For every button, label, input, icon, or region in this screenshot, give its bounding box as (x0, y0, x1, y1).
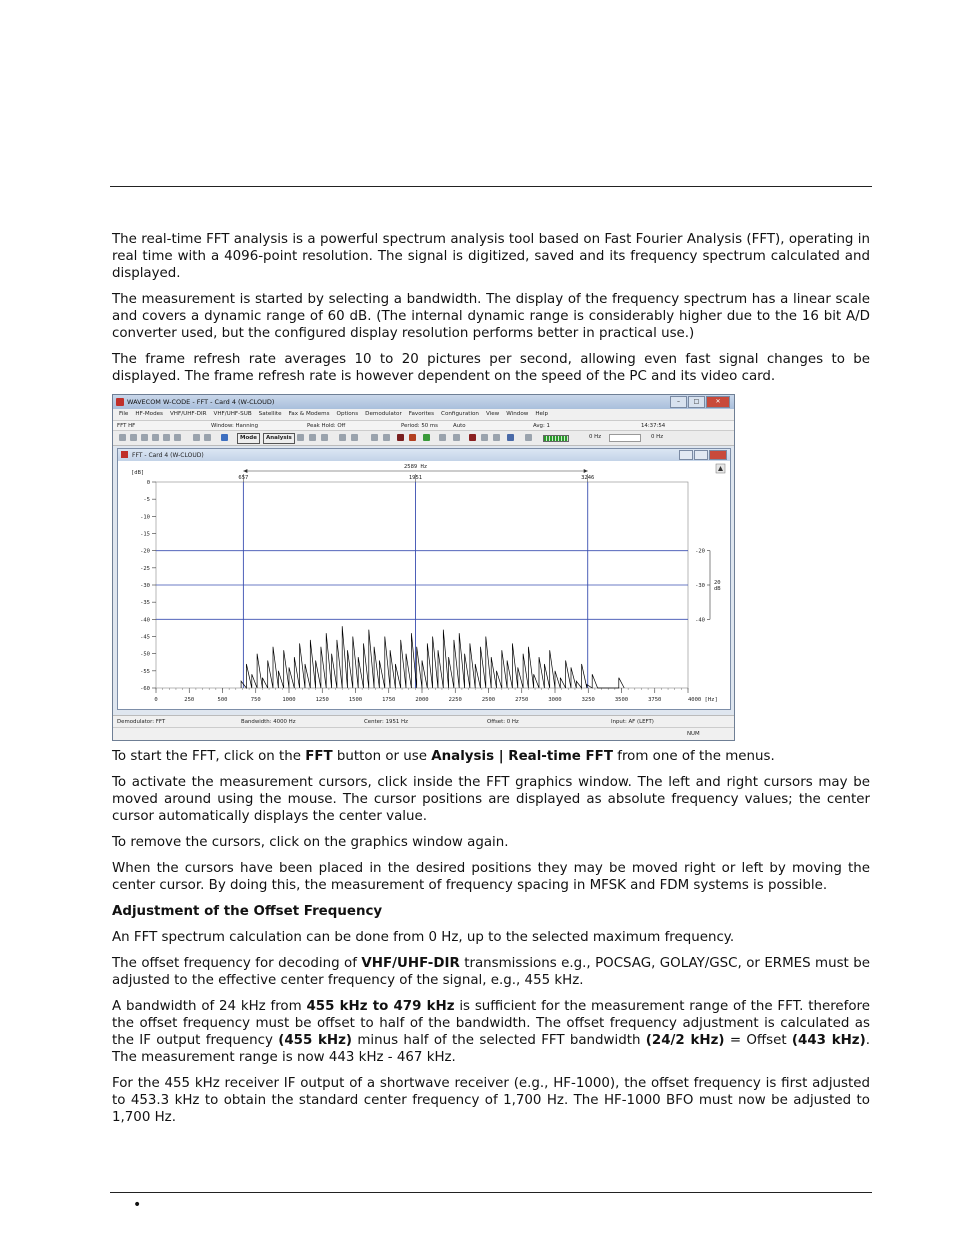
globe-icon[interactable] (507, 434, 514, 441)
menu-path-ref: Analysis | Real-time FFT (431, 749, 613, 764)
menu-hf-modes[interactable]: HF-Modes (135, 411, 163, 417)
x-tick-label: 500 (217, 697, 228, 703)
menu-file[interactable]: File (119, 411, 129, 417)
menu-options[interactable]: Options (336, 411, 359, 417)
bold-run: (455 kHz) (278, 1033, 353, 1048)
fft-window (117, 448, 731, 710)
status-bandwidth: Bandwidth: 4000 Hz (241, 719, 296, 725)
y-tick-label: -60 (140, 686, 150, 692)
x-tick-label: 3750 (648, 697, 662, 703)
y-tick-label: -45 (140, 634, 150, 641)
y-tick-label: -15 (140, 531, 150, 538)
header-rule (110, 186, 872, 187)
bold-run: (443 kHz) (791, 1033, 866, 1048)
footer-bullet: • (133, 1197, 142, 1213)
close-icon[interactable]: ✕ (706, 396, 730, 408)
bars-icon[interactable] (397, 434, 404, 441)
status-demodulator: Demodulator: FFT (117, 719, 166, 725)
status-period: Period: 50 ms (401, 423, 438, 429)
x-tick-label: 0 (154, 697, 158, 703)
status-peak: Peak Hold: Off (307, 423, 346, 429)
cursor-label: 1951 (408, 475, 423, 481)
fft-close-icon[interactable] (709, 450, 727, 460)
x-tick-label: 3250 (581, 697, 595, 703)
paragraph-spectrum-range: An FFT spectrum calculation can be done from 0 Hz, up to the selected maximum frequency. (112, 930, 735, 945)
play-icon[interactable] (339, 434, 346, 441)
app-title: WAVECOM W-CODE - FFT - Card 4 (W-CLOUD) (127, 398, 275, 406)
tune-arrow-icon[interactable] (525, 434, 532, 441)
zoom-icon[interactable] (204, 434, 211, 441)
menu-help[interactable]: Help (535, 411, 549, 417)
binoculars-icon[interactable] (193, 434, 200, 441)
status-window: Window: Hanning (211, 423, 259, 429)
freq-display-2: 0 Hz (651, 434, 664, 440)
menu-configuration[interactable]: Configuration (441, 411, 479, 417)
text-run: is sufficient for the measurement range of the FFT. therefore the offset frequency must be offset to half of the bandwidth. The offset frequency adjustment is calculated as the IF output frequency (112, 999, 871, 1048)
fft-screenshot (112, 394, 735, 741)
sonagram-icon[interactable] (439, 434, 446, 441)
menu-fax-modems[interactable]: Fax & Modems (288, 411, 330, 417)
status-num: NUM (687, 731, 700, 737)
y-tick-label: -25 (140, 565, 150, 572)
stop-icon[interactable] (469, 434, 476, 441)
x-tick-label: 2500 (481, 697, 496, 703)
y-tick-label: -5 (143, 497, 150, 504)
text-run: from one of the menus. (612, 749, 775, 764)
fft-maximize-icon[interactable] (694, 450, 708, 460)
fft-window-icon (121, 451, 128, 458)
x-tick-label: 750 (250, 697, 261, 703)
y-tick-label: -10 (140, 514, 150, 521)
waterfall-icon[interactable] (371, 434, 378, 441)
bold-run: (24/2 kHz) (645, 1033, 725, 1048)
text-run: button or use (332, 749, 432, 764)
menu-vhf-uhf-sub[interactable]: VHF/UHF-SUB (213, 411, 252, 417)
help-icon[interactable] (221, 434, 228, 441)
x-tick-label: 1500 (348, 697, 363, 703)
section-heading: Adjustment of the Offset Frequency (112, 904, 383, 919)
text-run: = Offset (724, 1033, 792, 1048)
window-controls (670, 396, 730, 407)
fft-icon[interactable] (383, 434, 390, 441)
text-run: minus half of the selected FFT bandwidth (352, 1033, 646, 1048)
text-run: transmissions e.g., POCSAG, GOLAY/GSC, or ERMES must be adjusted to the effective center frequency of the signal, e.g., 455 kHz. (112, 956, 870, 988)
menu-bar (113, 409, 734, 420)
fft-button-ref: FFT (305, 749, 333, 764)
right-scale-label: -20 (695, 548, 705, 555)
fft-window-controls (679, 450, 727, 460)
mode-button[interactable]: Mode (237, 433, 260, 444)
save-icon[interactable] (141, 434, 148, 441)
intro-text (112, 231, 870, 394)
freq-display-1: 0 Hz (589, 434, 602, 440)
paragraph-hf1000: For the 455 kHz receiver IF output of a shortwave receiver (e.g., HF-1000), the offset frequency is first adjusted to 453.3 kHz to obtain the standard center frequency of 1,700 Hz. The HF-1000 BFO must now be adjusted to 1,700 Hz. (112, 1076, 870, 1125)
copy-icon[interactable] (152, 434, 159, 441)
status-bar-lower (113, 727, 734, 740)
cursor-label: 657 (238, 475, 249, 481)
x-tick-label: 2250 (448, 697, 462, 703)
x-tick-label: 1000 (282, 697, 296, 703)
minimize-icon[interactable]: – (670, 396, 687, 408)
paragraph-cursors: To activate the measurement cursors, click inside the FFT graphics window. The left and right cursors may be moved around using the mouse. The cursor positions are displayed as absolute frequency values; the center cursor automatically displays the center value. (112, 775, 870, 824)
app-logo-icon (116, 398, 124, 406)
step-icon[interactable] (351, 434, 358, 441)
x-tick-label: 3500 (614, 697, 629, 703)
span-label: 2589 Hz (403, 464, 428, 470)
x-tick-label: 2000 (415, 697, 429, 703)
y-tick-label: -20 (140, 548, 150, 555)
paragraph-bandwidth-calc (112, 998, 870, 1066)
menu-view[interactable]: View (485, 411, 500, 417)
tools-icon[interactable] (493, 434, 500, 441)
footer-rule (110, 1192, 872, 1193)
status-auto: Auto (453, 423, 466, 429)
menu-demodulator[interactable]: Demodulator (365, 411, 402, 417)
analysis-button[interactable]: Analysis (263, 433, 295, 444)
level-meter (543, 435, 569, 442)
fft-window-titlebar (118, 449, 730, 461)
x-tick-label: 250 (184, 697, 195, 703)
status-offset: Offset: 0 Hz (487, 719, 519, 725)
paragraph-remove-cursors: To remove the cursors, click on the graphics window again. (112, 835, 509, 850)
y-tick-label: -50 (140, 651, 150, 658)
right-scale-label: -30 (695, 583, 705, 589)
x-tick-label: 1250 (315, 697, 329, 703)
paragraph-start-fft (112, 748, 870, 765)
fft-chart[interactable] (118, 462, 730, 708)
record-icon[interactable] (481, 434, 488, 441)
text-run: The offset frequency for decoding of (112, 956, 362, 971)
cursor-label: 3246 (581, 475, 595, 481)
menu-satellite[interactable]: Satellite (258, 411, 282, 417)
paragraph-measurement: The measurement is started by selecting a bandwidth. The display of the frequency spectrum has a linear scale and covers a dynamic range of 60 dB. (The internal dynamic range is considerably higher due to the 16 bit A/D converter used, but the configured display resolution performs better in practical use.) (112, 292, 870, 341)
open-icon[interactable] (130, 434, 137, 441)
x-tick-label: 1750 (382, 697, 396, 703)
body-text (112, 748, 870, 1135)
menu-window[interactable]: Window (506, 411, 529, 417)
text-run: To start the FFT, click on the (112, 749, 306, 764)
print-icon[interactable] (163, 434, 170, 441)
y-tick-label: -30 (140, 583, 150, 589)
paragraph-offset-vhf (112, 955, 870, 989)
right-scale-note-value: 20 (714, 580, 721, 586)
status-center: Center: 1951 Hz (364, 719, 408, 725)
grid-icon[interactable] (409, 434, 416, 441)
y-tick-label: -55 (140, 668, 150, 675)
paragraph-refresh: The frame refresh rate averages 10 to 20 pictures per second, allowing even fast signal changes to be displayed. The frame refresh rate is however dependent on the speed of the PC and its video card. (112, 352, 870, 384)
menu-favorites[interactable]: Favorites (408, 411, 435, 417)
app-titlebar (113, 395, 734, 409)
right-scale-note-unit: dB (714, 586, 721, 592)
arrow-right-icon[interactable] (321, 434, 328, 441)
status-time: 14:37:54 (641, 423, 666, 429)
status-avg: Avg: 1 (533, 423, 550, 429)
text-run: . The measurement range is now 443 kHz - 467 kHz. (112, 1033, 870, 1065)
x-tick-label: 4000 [Hz] (688, 697, 718, 703)
x-tick-label: 3000 (548, 697, 562, 703)
right-scale-label: -40 (695, 617, 705, 624)
sync-icon[interactable] (423, 434, 430, 441)
bold-run: 455 kHz to 479 kHz (306, 999, 455, 1014)
text-run: A bandwidth of 24 kHz from (112, 999, 307, 1014)
tuning-slider[interactable] (609, 434, 641, 442)
print-preview-icon[interactable] (174, 434, 181, 441)
toolbar (113, 430, 734, 446)
status-input: Input: AF (LEFT) (611, 719, 654, 725)
mode-ref: VHF/UHF-DIR (361, 956, 460, 971)
dropdown-icon[interactable] (309, 434, 316, 441)
scope-icon[interactable] (453, 434, 460, 441)
x-tick-label: 2750 (515, 697, 529, 703)
y-tick-label: -35 (140, 600, 150, 607)
y-axis-label: [dB] (131, 470, 145, 476)
y-tick-label: -40 (140, 617, 150, 624)
maximize-icon[interactable]: □ (688, 396, 705, 408)
status-mode: FFT HF (117, 423, 136, 429)
fft-window-title: FFT - Card 4 (W-CLOUD) (132, 452, 204, 459)
menu-vhf-uhf-dir[interactable]: VHF/UHF-DIR (169, 411, 207, 417)
arrow-left-icon[interactable] (297, 434, 304, 441)
paragraph-move-cursors: When the cursors have been placed in the desired positions they may be moved right or left by moving the center cursor. By doing this, the measurement of frequency spacing in MFSK and FDM systems is possible. (112, 861, 870, 893)
new-icon[interactable] (119, 434, 126, 441)
y-tick-label: 0 (146, 480, 150, 486)
paragraph-intro: The real-time FFT analysis is a powerful spectrum analysis tool based on Fast Fourier Analysis (FFT), operating in real time with a 4096-point resolution. The signal is digitized, saved and its frequency spectrum calculated and displayed. (112, 232, 870, 281)
fft-minimize-icon[interactable] (679, 450, 693, 460)
